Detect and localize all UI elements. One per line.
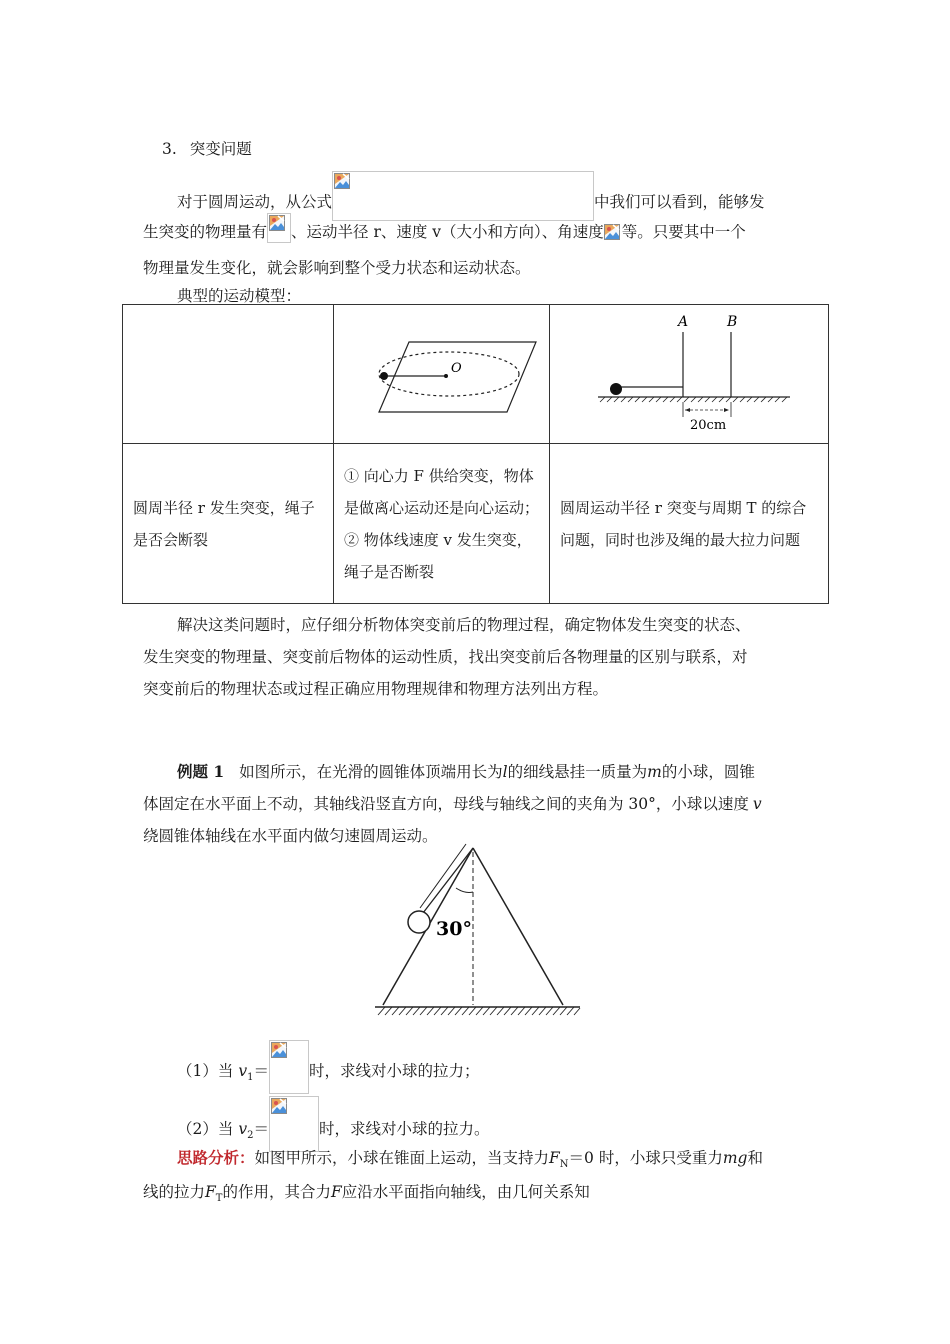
quantity-image (267, 213, 291, 243)
angle-label: 30° (436, 918, 472, 940)
ground-hatching (600, 397, 787, 402)
center-point (444, 374, 448, 378)
cell-text: 圆周半径 r 发生突变，绳子是否会断裂 (133, 498, 315, 549)
cell-text: 圆周运动半径 r 突变与周期 T 的综合问题，同时也涉及绳的最大拉力问题 (560, 498, 807, 549)
analysis-text: 如图甲所示，小球在锥面上运动，当支持力 (254, 1149, 550, 1167)
broken-image-icon (269, 215, 285, 231)
equals: ＝ (253, 1120, 269, 1138)
example-line-1 (177, 762, 755, 782)
var-v2: v (238, 1120, 248, 1138)
cone-right-side (473, 848, 563, 1005)
var-v: v (752, 795, 762, 813)
var-l: l (502, 763, 508, 781)
example-line-2 (143, 794, 762, 814)
example-text: 的小球，圆锥 (661, 763, 755, 781)
analysis-line-1 (177, 1148, 763, 1175)
broken-image-icon (334, 173, 350, 189)
intro-text: 中我们可以看到，能够发 (594, 193, 765, 211)
peg-a-label: A (678, 314, 689, 330)
example-text: 如图所示，在光滑的圆锥体顶端用长为 (239, 763, 503, 781)
ground-hatching (378, 1007, 580, 1015)
solve-line-2: 发生突变的物理量、突变前后物体的运动性质，找出突变前后各物理量的区别与联系，对 (143, 648, 748, 666)
intro-line-3: 物理量发生变化，就会影响到整个受力状态和运动状态。 (143, 259, 531, 277)
section-heading (162, 139, 252, 159)
analysis-label: 思路分析： (177, 1148, 255, 1167)
cone-figure (370, 842, 585, 1018)
table-cell-diagram-plane (334, 305, 550, 444)
var-v1: v (238, 1062, 248, 1080)
table-cell-empty (123, 305, 334, 444)
intro-text: 生突变的物理量有 (143, 223, 268, 241)
question-text: 时，求线对小球的拉力； (308, 1062, 480, 1080)
circular-path (379, 352, 519, 396)
subscript: 1 (247, 1072, 254, 1084)
string (423, 848, 473, 913)
v2-value-image (269, 1096, 319, 1152)
question-text: 时，求线对小球的拉力。 (318, 1120, 490, 1138)
question-text: （2）当 (177, 1120, 234, 1138)
cell-text-1: ① 向心力 F 供给突变，物体是做离心运动还是向心运动； (344, 466, 540, 517)
dim-arrow-left (685, 408, 690, 412)
var-F: F (549, 1149, 560, 1167)
table-cell-r-change (123, 444, 334, 604)
v1-value-image (269, 1040, 309, 1094)
var-mg: mg (722, 1149, 748, 1167)
var-F: F (330, 1183, 342, 1201)
omega-image (604, 224, 622, 242)
example-text: 体固定在水平面上不动，其轴线沿竖直方向，母线与轴线之间的夹角为 30°，小球以速度 (143, 795, 749, 813)
example-text: 的细线悬挂一质量为 (507, 763, 648, 781)
subscript: T (215, 1193, 223, 1205)
table-cell-diagram-pegs (550, 305, 829, 444)
analysis-line-2 (143, 1182, 590, 1209)
analysis-text: 应沿水平面指向轴线，由几何关系知 (341, 1183, 590, 1201)
question-1 (177, 1040, 479, 1094)
pegs-diagram (550, 305, 828, 439)
solve-line-1: 解决这类问题时，应仔细分析物体突变前后的物理过程，确定物体发生突变的状态、 (177, 616, 751, 634)
example-line-3: 绕圆锥体轴线在水平面内做匀速圆周运动。 (143, 827, 438, 845)
analysis-text: 和 (747, 1149, 763, 1167)
section-title: 突变问题 (189, 140, 252, 158)
models-heading: 典型的运动模型： (177, 287, 302, 305)
var-F: F (205, 1183, 216, 1201)
analysis-text: 线的拉力 (143, 1183, 206, 1201)
solve-line-3: 突变前后的物理状态或过程正确应用物理规律和物理方法列出方程。 (143, 680, 609, 698)
intro-line-2 (143, 213, 746, 246)
peg-b-label: B (727, 314, 738, 330)
intro-text: 等。只要其中一个 (621, 223, 746, 241)
angle-arc (456, 888, 473, 893)
subscript: N (559, 1159, 569, 1171)
dim-label: 20cm (690, 418, 727, 433)
cell-text-2: ② 物体线速度 v 发生突变，绳子是否断裂 (344, 530, 532, 581)
var-m: m (647, 763, 662, 781)
models-table (122, 304, 829, 604)
table-cell-period (550, 444, 829, 604)
analysis-text: 的作用，其合力 (222, 1183, 331, 1201)
section-number: 3. (162, 140, 177, 158)
analysis-text: ＝0 时，小球只受重力 (568, 1149, 723, 1167)
example-label: 例题 1 (177, 762, 225, 781)
equals: ＝ (253, 1062, 269, 1080)
dim-arrow-right (724, 408, 729, 412)
intro-text: 、运动半径 r、速度 v（大小和方向）、角速度 (291, 223, 604, 241)
string-outline (420, 844, 466, 908)
ball (610, 383, 622, 395)
intro-text: 对于圆周运动，从公式 (177, 193, 333, 211)
horizontal-circle-diagram (334, 305, 549, 439)
question-text: （1）当 (177, 1062, 234, 1080)
ball (408, 911, 430, 933)
broken-image-icon (604, 224, 620, 240)
table-cell-f-change (334, 444, 550, 604)
broken-image-icon (271, 1042, 287, 1058)
broken-image-icon (271, 1098, 287, 1114)
question-2 (177, 1096, 489, 1152)
subscript: 2 (247, 1130, 254, 1142)
center-label: O (451, 361, 462, 376)
ball (380, 372, 388, 380)
